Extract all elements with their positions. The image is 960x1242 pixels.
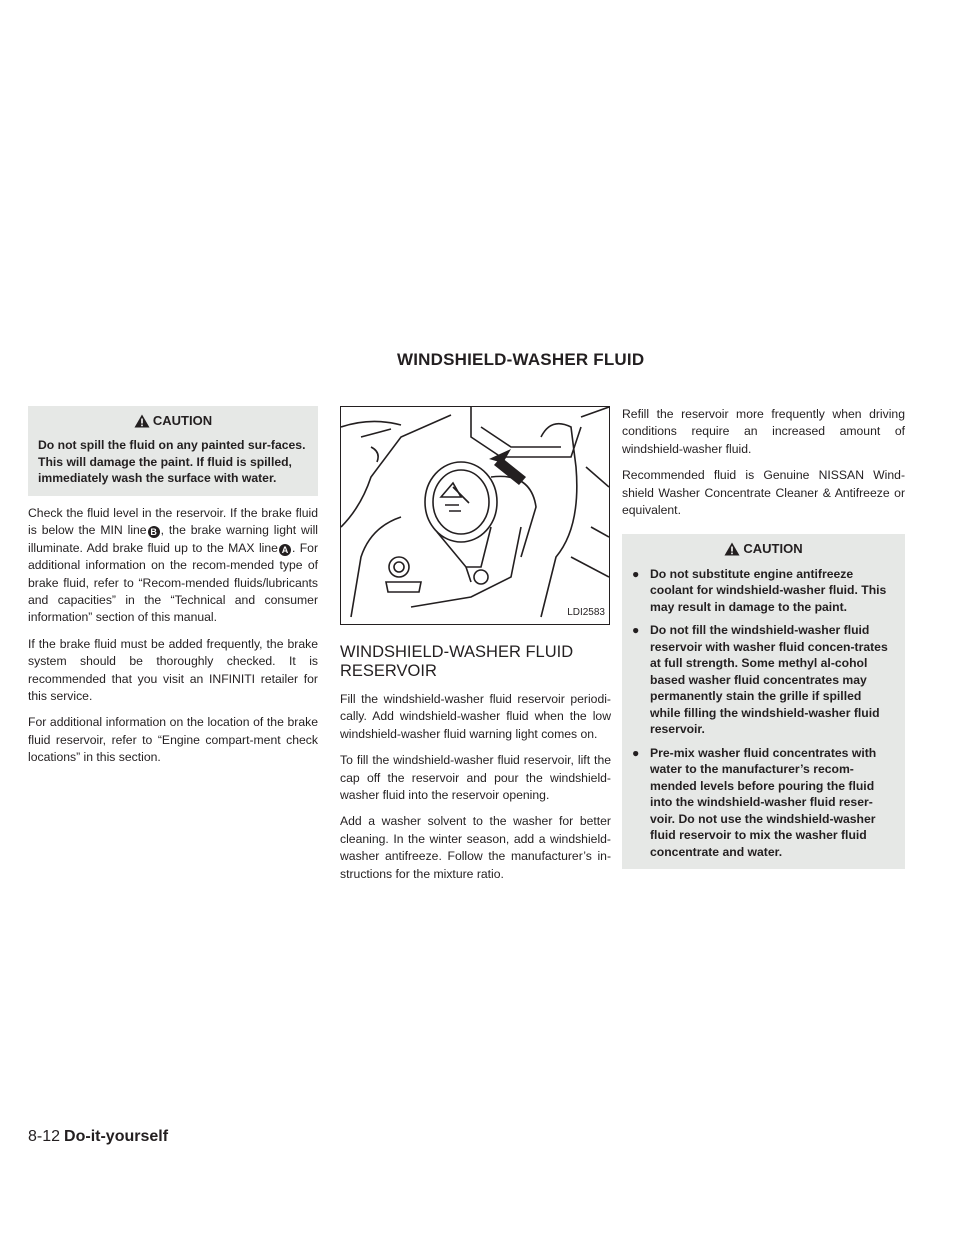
- paragraph: Add a washer solvent to the washer for better cleaning. In the winter season, add a windshield-washer antifreeze. Follow the manufacturer’s in-structions for the mixture ratio.: [340, 814, 611, 881]
- caution-box-1: [28, 406, 318, 496]
- warning-icon: [724, 542, 740, 556]
- caution-list: [632, 566, 895, 861]
- figure-label: LDI2583: [567, 606, 605, 618]
- section-title: WINDSHIELD-WASHER FLUID: [397, 350, 645, 369]
- reservoir-figure: [340, 406, 610, 625]
- caution-heading: CAUTION: [743, 541, 803, 557]
- marker-a-icon: A: [279, 544, 291, 556]
- bullet-icon: ●: [632, 566, 640, 581]
- caution-heading: CAUTION: [152, 413, 213, 428]
- paragraph: Recommended fluid is Genuine NISSAN Wind-shield Washer Concentrate Cleaner & Antifreeze or equivalent.: [622, 468, 905, 518]
- page-footer: [28, 1128, 168, 1146]
- bullet-icon: ●: [632, 745, 640, 760]
- paragraph: If the brake fluid must be added frequently, the brake system should be thoroughly checked. It is recommended that you visit an INFINITI retailer for this service.: [28, 636, 318, 703]
- caution-box-2: [622, 534, 905, 869]
- footer-section: Do-it-yourself: [64, 1128, 169, 1145]
- paragraph: Fill the windshield-washer fluid reservoir periodi-cally. Add windshield-washer fluid when the low windshield-washer fluid warning light comes on.: [340, 692, 611, 741]
- column-2: [340, 406, 611, 892]
- paragraph: For additional information on the location of the brake fluid reservoir, refer to “Engine compart-ment check locations” in this section.: [28, 715, 318, 765]
- column-1: [28, 406, 318, 776]
- warning-icon: [134, 414, 150, 428]
- paragraph: Refill the reservoir more frequently when driving conditions require an increased amount of windshield-washer fluid.: [622, 407, 905, 456]
- paragraph: To fill the windshield-washer fluid reservoir, lift the cap off the reservoir and pour the windshield-washer fluid into the reservoir opening.: [340, 753, 611, 803]
- list-item: ● Pre-mix washer fluid concentrates with water to the manufacturer’s recom-mended levels before pouring the fluid into the windshield-washer fluid reser-voir. Do not use the windshield-washer fluid reservoir to mix the washer fluid concentrate and water.: [632, 745, 877, 859]
- column-3: [622, 406, 905, 878]
- reservoir-illustration: [341, 407, 609, 624]
- paragraph: Check the fluid level in the reservoir. If the brake fluid is below the MIN line B , the brake warning light will illuminate. Add brake fluid up to the MAX line A . For additional information on the recom-mended type of brake fluid, refer to “Recom-mended fluids/lubricants and capacities” in the “Technical and consumer information” section of this manual.: [28, 505, 318, 625]
- bullet-icon: ●: [632, 623, 640, 638]
- marker-b-icon: B: [148, 526, 160, 538]
- page-number: 8-12: [28, 1128, 61, 1145]
- caution-text: Do not spill the fluid on any painted sur-faces. This will damage the paint. If fluid is spilled, immediately wash the surface with water.: [38, 438, 306, 486]
- list-item: ● Do not fill the windshield-washer fluid reservoir with washer fluid concen-trates at full strength. Some methyl al-cohol based washer fluid concentrates may permanently stain the grille if spilled while filling the windshield-washer fluid reservoir.: [632, 623, 888, 737]
- subheading: WINDSHIELD-WASHER FLUID RESERVOIR: [340, 643, 574, 680]
- list-item: ● Do not substitute engine antifreeze coolant for windshield-washer fluid. This may result in damage to the paint.: [632, 566, 887, 614]
